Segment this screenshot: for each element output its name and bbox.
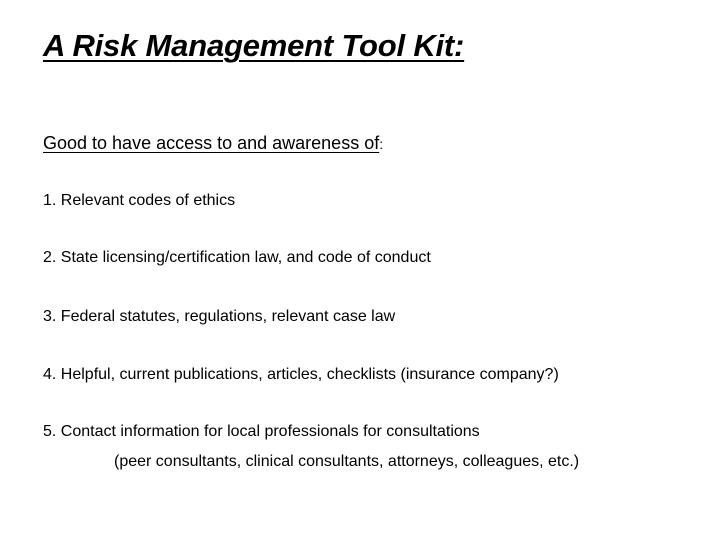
subheading-text: Good to have access to and awareness of xyxy=(43,133,380,153)
subheading xyxy=(43,133,383,154)
slide-title: A Risk Management Tool Kit: xyxy=(43,28,465,63)
list-item: 3. Federal statutes, regulations, relevant case law xyxy=(43,308,396,325)
list-item-continuation: (peer consultants, clinical consultants, attorneys, colleagues, etc.) xyxy=(114,453,580,470)
list-item: 5. Contact information for local professionals for consultations xyxy=(43,423,480,440)
list-item: 4. Helpful, current publications, articles, checklists (insurance company?) xyxy=(43,366,559,383)
list-item: 2. State licensing/certification law, and code of conduct xyxy=(43,249,431,266)
subheading-colon: : xyxy=(379,136,384,152)
list-item: 1. Relevant codes of ethics xyxy=(43,192,236,209)
